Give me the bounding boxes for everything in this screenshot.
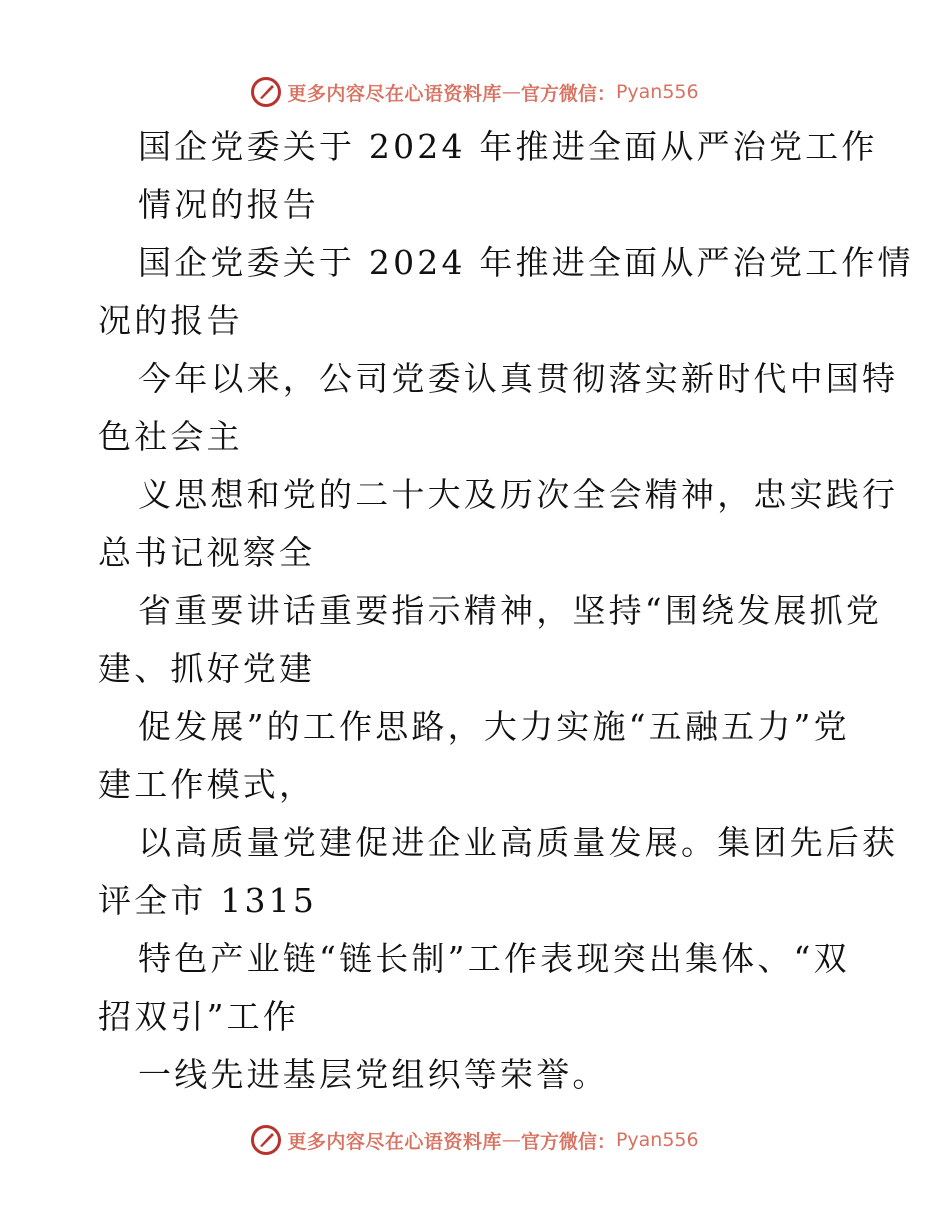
paragraph-line: 义思想和党的二十大及历次全会精神，忠实践行 — [138, 475, 899, 514]
banner-wechat-id: Pyan556 — [615, 1129, 699, 1151]
paragraph-line: 建、抓好党建 — [98, 649, 316, 688]
header-watermark-banner — [0, 72, 950, 112]
paragraph-line: 招双引”工作 — [98, 997, 300, 1036]
banner-subtitle: 官方微信： — [520, 82, 616, 105]
paragraph-line: 总书记视察全 — [98, 533, 316, 572]
banner-subtitle: 官方微信： — [520, 1130, 616, 1153]
paragraph-line: 促发展”的工作思路，大力实施“五融五力”党 — [138, 707, 850, 746]
paragraph-line: 特色产业链“链长制”工作表现突出集体、“双 — [138, 939, 850, 978]
document-body — [98, 118, 914, 1104]
banner-dash: — — [501, 81, 521, 103]
title-line-2: 情况的报告 — [138, 185, 319, 224]
paragraph-line: 色社会主 — [98, 417, 243, 456]
paragraph-line: 建工作模式， — [98, 765, 316, 804]
paragraph-line: 以高质量党建促进企业高质量发展。集团先后获 — [138, 823, 899, 862]
paragraph-line: 今年以来，公司党委认真贯彻落实新时代中国特 — [138, 359, 899, 398]
banner-title: 更多内容尽在心语资料库 — [287, 82, 502, 105]
title-line-1: 国企党委关于 2024 年推进全面从严治党工作 — [138, 127, 878, 166]
banner-wechat-id: Pyan556 — [615, 81, 699, 103]
paragraph-line: 省重要讲话重要指示精神，坚持“围绕发展抓党 — [138, 591, 883, 630]
paragraph-line: 一线先进基层党组织等荣誉。 — [138, 1055, 609, 1094]
footer-watermark-banner — [0, 1120, 950, 1160]
pen-circle-logo-icon — [251, 77, 281, 107]
paragraph-line: 国企党委关于 2024 年推进全面从严治党工作情 — [138, 243, 914, 282]
pen-circle-logo-icon — [251, 1125, 281, 1155]
paragraph-line: 况的报告 — [98, 301, 243, 340]
banner-title: 更多内容尽在心语资料库 — [287, 1130, 502, 1153]
banner-dash: — — [501, 1129, 521, 1151]
paragraph-line: 评全市 1315 — [98, 881, 318, 920]
